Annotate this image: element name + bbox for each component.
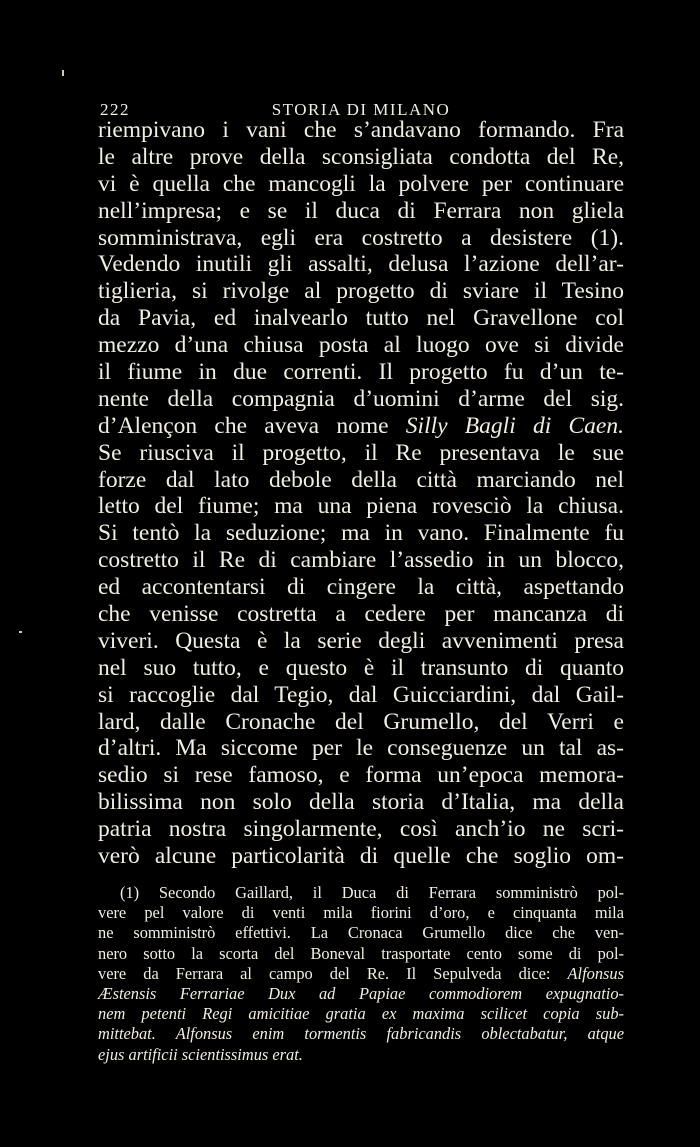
footnote-block: [98, 883, 624, 1065]
body-line-text: d’Alençon che aveva nome: [98, 412, 406, 439]
footnote-line-italic: ejus artificii scientissimus erat.: [98, 1044, 303, 1064]
body-line: Se riusciva il progetto, il Re presentava le sue: [98, 439, 624, 466]
footnote-line-text: vere da Ferrara al campo del Re. Il Sepulveda dice:: [98, 963, 568, 983]
body-line: mezzo d’una chiusa posta al luogo ove si divide: [98, 332, 624, 359]
footnote-line-italic: nem petenti Regi amicitiae gratia ex maxima scilicet copia sub-: [98, 1004, 624, 1024]
footnote-line: nero sotto la scorta del Boneval trasportate cento some di pol-: [98, 943, 624, 963]
body-line: d’altri. Ma siccome per le conseguenze un tal as-: [98, 735, 624, 762]
body-line: Vedendo inutili gli assalti, delusa l’azione dell’ar-: [98, 251, 624, 278]
body-line: sedio si rese famoso, e forma un’epoca memora-: [98, 762, 624, 789]
body-line: tiglieria, si rivolge al progetto di sviare il Tesino: [98, 278, 624, 305]
main-text: [98, 117, 624, 870]
body-line: le altre prove della sconsigliata condotta del Re,: [98, 143, 624, 170]
body-line: letto del fiume; ma una piena rovesciò la chiusa.: [98, 493, 624, 520]
body-line: nel suo tutto, e questo è il transunto di quanto: [98, 654, 624, 681]
body-line: lard, dalle Cronache del Grumello, del Verri e: [98, 708, 624, 735]
footnote-line: [98, 1045, 624, 1065]
footnote-line: [98, 964, 624, 984]
scan-speck: [19, 631, 22, 633]
body-line: che venisse costretta a cedere per mancanza di: [98, 601, 624, 628]
running-title: STORIA DI MILANO: [271, 100, 451, 119]
scan-speck: [62, 70, 64, 76]
body-line: vi è quella che mancogli la polvere per continuare: [98, 170, 624, 197]
footnote-line: [98, 1024, 624, 1044]
footnote-line: [98, 1004, 624, 1024]
footnote-line: [98, 984, 624, 1004]
page-number: 222: [100, 100, 130, 119]
body-line: da Pavia, ed inalvearlo tutto nel Gravellone col: [98, 305, 624, 332]
footnote-line-italic: mittebat. Alfonsus enim tormentis fabricandis oblectabatur, atque: [98, 1024, 624, 1044]
body-line: costretto il Re di cambiare l’assedio in un blocco,: [98, 547, 624, 574]
footnote-line-italic: Alfonsus: [567, 963, 624, 983]
body-line: [98, 413, 624, 440]
body-line-italic: Silly Bagli di Caen.: [405, 412, 624, 439]
body-line: nente della compagnia d’uomini d’arme del sig.: [98, 385, 624, 412]
body-line: nell’impresa; e se il duca di Ferrara non gliela: [98, 197, 624, 224]
footnote-line: (1) Secondo Gaillard, il Duca di Ferrara somministrò pol-: [120, 883, 624, 902]
body-line: somministrava, egli era costretto a desistere (1).: [98, 224, 624, 251]
footnote-line-italic: Æstensis Ferrariae Dux ad Papiae commodiorem expugnatio-: [98, 983, 624, 1003]
body-line: verò alcune particolarità di quelle che soglio om-: [98, 843, 624, 870]
body-line: Si tentò la seduzione; ma in vano. Finalmente fu: [98, 520, 624, 547]
body-line: bilissima non solo della storia d’Italia, ma della: [98, 789, 624, 816]
body-line: ed accontentarsi di cingere la città, aspettando: [98, 574, 624, 601]
body-line: si raccoglie dal Tegio, dal Guicciardini, dal Gail-: [98, 681, 624, 708]
body-line: patria nostra singolarmente, così anch’io ne scri-: [98, 816, 624, 843]
body-line: riempivano i vani che s’andavano formando. Fra: [98, 117, 624, 143]
footnote-line: ne somministrò effettivi. La Cronaca Grumello dice che ven-: [98, 923, 624, 943]
body-line: viveri. Questa è la serie degli avvenimenti presa: [98, 627, 624, 654]
body-line: il fiume in due correnti. Il progetto fu d’un te-: [98, 359, 624, 386]
body-line: forze dal lato debole della città marciando nel: [98, 466, 624, 493]
footnote-line: vere pel valore di venti mila fiorini d’oro, e cinquanta mila: [98, 903, 624, 923]
